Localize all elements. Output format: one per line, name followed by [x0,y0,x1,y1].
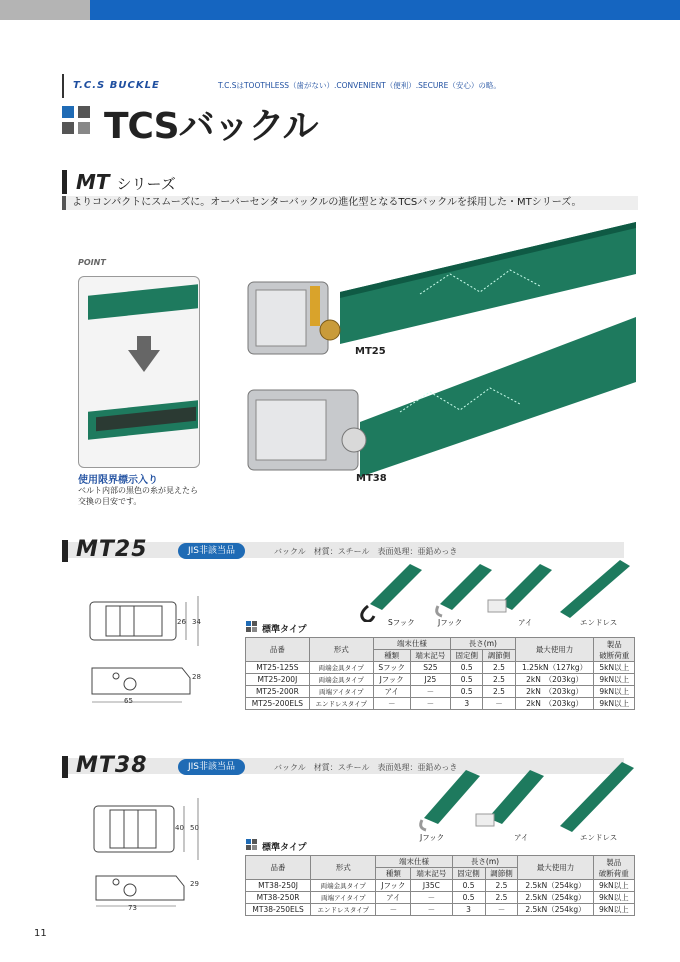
cell-break: 9kN以上 [594,698,635,710]
cell-part: MT25-200R [246,686,310,698]
mt38-spec: バックル 材質：スチール 表面処理：亜鉛めっき [274,763,458,772]
cell-adjust: － [483,698,515,710]
product-photo [230,212,636,512]
mt25-section-marker [62,540,68,562]
cell-break: 9kN以上 [593,892,634,904]
mt25-type-eye: アイ [518,618,533,627]
mt25-jis-badge: JIS非該当品 [178,543,245,559]
cell-part: MT25-200J [246,674,310,686]
mt25-dim-a: 26 [177,618,186,626]
cell-form: 両端金具タイプ [309,662,373,674]
cell-form: 両端金具タイプ [309,674,373,686]
th-adjust: 調節側 [485,868,518,880]
mt38-section-title: MT38 [76,753,148,778]
mt25-type-s-hook: Sフック [388,618,415,627]
th-part: 品番 [246,638,310,662]
th-max: 最大使用力 [518,856,593,880]
page-number: 11 [34,928,47,939]
cell-max: 2kN （203kg） [515,674,594,686]
cell-max: 2.5kN（254kg） [518,904,593,916]
cell-kind: アイ [373,686,410,698]
series-heading: MT シリーズ [76,170,176,194]
th-form: 形式 [311,856,376,880]
cell-code: － [411,892,452,904]
table-row [246,892,635,904]
mt25-dim-d: 65 [124,697,133,705]
th-fixed: 固定側 [452,868,485,880]
mt38-spec-table [245,855,635,916]
series-marker [62,170,67,194]
mt25-section-title: MT25 [76,537,148,562]
cell-break: 9kN以上 [593,904,634,916]
limit-title: 使用限界標示入り [78,475,158,486]
cell-form: エンドレスタイプ [309,698,373,710]
cell-break: 9kN以上 [594,674,635,686]
mt38-dim-c: 29 [190,880,199,888]
table-row [246,904,635,916]
cell-form: 両端アイタイプ [311,892,376,904]
cell-adjust: 2.5 [483,662,515,674]
mt25-type-endless: エンドレス [580,618,618,627]
photo-label-mt38: MT38 [356,473,387,484]
table-row [246,662,635,674]
cell-adjust: 2.5 [485,880,518,892]
table-row [246,880,635,892]
cell-adjust: － [485,904,518,916]
th-code: 端末記号 [411,868,452,880]
th-adjust: 調節側 [483,650,515,662]
cell-adjust: 2.5 [485,892,518,904]
mt38-std-title: 標準タイプ [262,843,307,853]
mt38-section-marker [62,756,68,778]
top-color-bar [0,0,680,20]
cell-fixed: 0.5 [451,674,483,686]
cell-max: 2kN （203kg） [515,686,594,698]
th-form: 形式 [309,638,373,662]
th-kind: 種類 [373,650,410,662]
th-max: 最大使用力 [515,638,594,662]
mt25-dimension-drawing [86,590,216,710]
mt38-type-endless: エンドレス [580,833,618,842]
mt25-spec: バックル 材質：スチール 表面処理：亜鉛めっき [274,547,458,556]
intro-text: よりコンパクトにスムーズに。オーバーセンターバックルの進化型となるTCSバックルを採用した・MTシリーズ。 [72,197,582,208]
mt38-jis-badge: JIS非該当品 [178,759,245,775]
cell-form: 両端金具タイプ [311,880,376,892]
brand-divider [62,74,64,98]
cell-kind: Jフック [376,880,411,892]
point-label: POINT [78,258,106,267]
cell-kind: － [373,698,410,710]
cell-code: S25 [410,662,450,674]
th-part: 品番 [246,856,311,880]
cell-adjust: 2.5 [483,674,515,686]
cell-form: 両端アイタイプ [309,686,373,698]
th-break: 製品 破断荷重 [594,638,635,662]
cell-part: MT38-250ELS [246,904,311,916]
mt25-type-j-hook: Jフック [438,618,463,627]
cell-code: J35C [411,880,452,892]
cell-code: － [410,698,450,710]
th-end-spec: 端末仕様 [376,856,452,868]
mt25-dim-b: 34 [192,618,201,626]
cell-kind: Jフック [373,674,410,686]
mt25-spec-table [245,637,635,710]
cell-max: 1.25kN（127kg） [515,662,594,674]
mt25-types-image [350,560,636,622]
th-fixed: 固定側 [451,650,483,662]
th-break: 製品 破断荷重 [593,856,634,880]
cell-kind: Sフック [373,662,410,674]
cell-adjust: 2.5 [483,686,515,698]
page-title: TCSバックル [104,106,318,147]
top-gray-bar [0,0,90,20]
down-arrow-head-icon [128,350,160,372]
cell-break: 9kN以上 [593,880,634,892]
th-length: 長さ(m) [452,856,518,868]
cell-kind: － [376,904,411,916]
cell-part: MT38-250J [246,880,311,892]
th-length: 長さ(m) [451,638,516,650]
mt38-dim-b: 50 [190,824,199,832]
limit-text: ベルト内部の黒色の糸が見えたら 交換の目安です。 [78,486,198,506]
cell-fixed: 3 [451,698,483,710]
table-row [246,674,635,686]
table-row [246,698,635,710]
mt25-std-title: 標準タイプ [262,625,307,635]
mt38-type-eye: アイ [514,833,529,842]
cell-max: 2.5kN（254kg） [518,892,593,904]
mt38-dim-a: 40 [175,824,184,832]
cell-code: － [411,904,452,916]
brand-logo-text: T.C.S BUCKLE [73,80,160,91]
cell-part: MT25-200ELS [246,698,310,710]
mt25-dim-c: 28 [192,673,201,681]
cell-fixed: 0.5 [451,686,483,698]
cell-fixed: 0.5 [452,880,485,892]
cell-part: MT38-250R [246,892,311,904]
mt38-dimension-drawing [90,796,220,916]
cell-part: MT25-125S [246,662,310,674]
brand-note: T.C.SはTOOTHLESS（歯がない）.CONVENIENT（便利）.SECURE（安心）の略。 [218,81,501,90]
th-end-spec: 端末仕様 [373,638,450,650]
mt38-dim-d: 73 [128,904,137,912]
cell-max: 2.5kN（254kg） [518,880,593,892]
mt38-types-image [410,758,636,832]
cell-code: J25 [410,674,450,686]
cell-code: － [410,686,450,698]
cell-form: エンドレスタイプ [311,904,376,916]
mt38-type-j-hook: Jフック [420,833,445,842]
photo-label-mt25: MT25 [355,346,386,357]
cell-max: 2kN （203kg） [515,698,594,710]
cell-fixed: 3 [452,904,485,916]
table-row [246,686,635,698]
cell-fixed: 0.5 [452,892,485,904]
th-code: 端末記号 [410,650,450,662]
cell-break: 5kN以上 [594,662,635,674]
cell-break: 9kN以上 [594,686,635,698]
cell-fixed: 0.5 [451,662,483,674]
th-kind: 種類 [376,868,411,880]
cell-kind: アイ [376,892,411,904]
